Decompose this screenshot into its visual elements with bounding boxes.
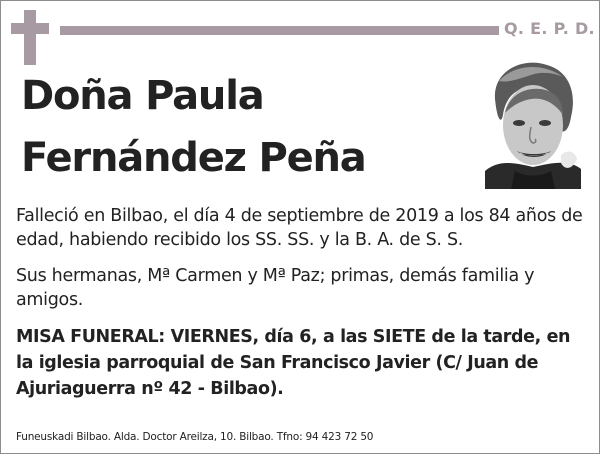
funeral-home-footer: Funeuskadi Bilbao. Alda. Doctor Areilza, 10. Bilbao. Tfno: 94 423 72 50 xyxy=(16,431,374,443)
qepd-label: Q. E. P. D. xyxy=(504,19,595,38)
cross-icon xyxy=(24,10,36,65)
deceased-name-line2: Fernández Peña xyxy=(21,135,366,181)
header-rule xyxy=(60,26,499,35)
family-text: Sus hermanas, Mª Carmen y Mª Paz; primas, demás familia y amigos. xyxy=(16,266,535,310)
funeral-mass-text: MISA FUNERAL: VIERNES, día 6, a las SIETE de la tarde, en la iglesia parroquial de San Francisco Javier (C/ Juan de Ajuriaguerra nº 42 - Bilbao). xyxy=(16,327,571,399)
deceased-name-line1: Doña Paula xyxy=(21,73,264,119)
death-notice-text: Falleció en Bilbao, el día 4 de septiembre de 2019 a los 84 años de edad, habiendo recibido los SS. SS. y la B. A. de S. S. xyxy=(16,206,583,250)
portrait-photo xyxy=(485,59,581,189)
cross-icon-bar xyxy=(11,23,49,34)
